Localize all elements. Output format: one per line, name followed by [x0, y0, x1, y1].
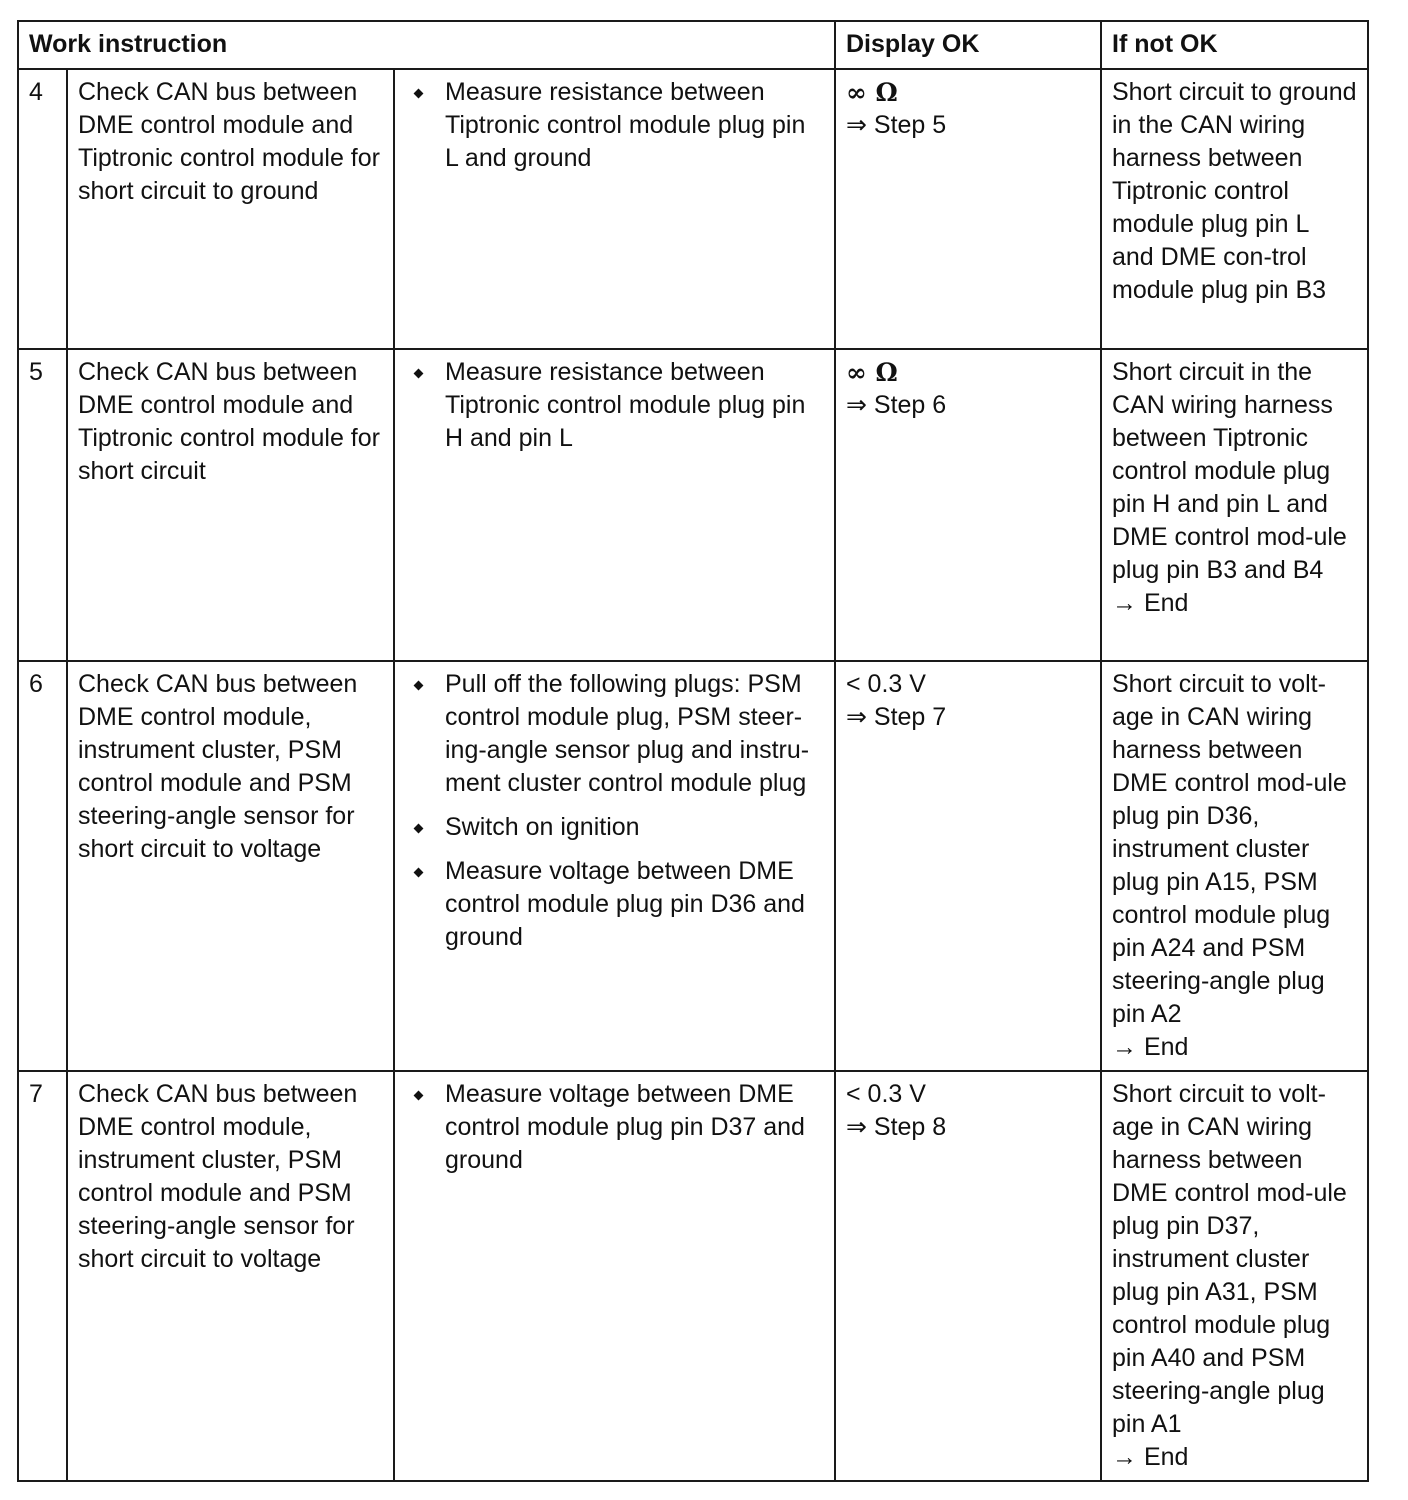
action-text: Measure voltage between DME control module plug pin D36 and ground	[445, 857, 805, 951]
if-not-ok-cell	[1101, 1071, 1368, 1481]
action-cell	[394, 349, 835, 661]
diamond-bullet-icon	[414, 369, 424, 379]
action-list	[405, 1078, 824, 1177]
header-display-ok: Display OK	[835, 21, 1101, 69]
display-ok-cell	[835, 69, 1101, 349]
next-step: ⇒ Step 5	[846, 111, 947, 139]
action-list	[405, 668, 824, 954]
next-step: ⇒ Step 7	[846, 703, 947, 731]
if-not-ok-cell	[1101, 69, 1368, 349]
step-number: 7	[18, 1071, 67, 1481]
end-marker: → End	[1112, 589, 1189, 617]
action-list	[405, 76, 824, 175]
action-text: Measure resistance between Tiptronic control module plug pin H and pin L	[445, 358, 806, 452]
fault-description: Short circuit to volt-age in CAN wiring harness between DME control mod-ule plug pin D37, instrument cluster plug pin A31, PSM control module plug pin A40 and PSM steering-angle plug pin A1	[1112, 1080, 1347, 1438]
display-ok-cell	[835, 661, 1101, 1071]
header-work-instruction: Work instruction	[18, 21, 835, 69]
display-ok-value: ∞ Ω	[846, 358, 898, 387]
action-text: Switch on ignition	[445, 813, 640, 841]
check-description: Check CAN bus between DME control module, instrument cluster, PSM control module and PSM steering-angle sensor for short circuit to voltage	[67, 661, 394, 1071]
work-instruction-table	[17, 20, 1369, 1482]
header-if-not-ok: If not OK	[1101, 21, 1368, 69]
step-number: 4	[18, 69, 67, 349]
diamond-bullet-icon	[414, 1091, 424, 1101]
action-text: Measure voltage between DME control module plug pin D37 and ground	[445, 1080, 805, 1174]
check-description: Check CAN bus between DME control module and Tiptronic control module for short circuit	[67, 349, 394, 661]
action-cell	[394, 1071, 835, 1481]
table-row	[18, 69, 1368, 349]
action-text: Measure resistance between Tiptronic control module plug pin L and ground	[445, 78, 806, 172]
action-cell	[394, 69, 835, 349]
table-row	[18, 661, 1368, 1071]
fault-description: Short circuit to ground in the CAN wiring harness between Tiptronic control module plug pin L and DME con-trol module plug pin B3	[1112, 78, 1357, 304]
list-item	[405, 811, 824, 844]
diamond-bullet-icon	[414, 681, 424, 691]
display-ok-value: < 0.3 V	[846, 1080, 926, 1108]
list-item	[405, 356, 824, 455]
next-step: ⇒ Step 8	[846, 1113, 947, 1141]
step-number: 6	[18, 661, 67, 1071]
if-not-ok-cell	[1101, 349, 1368, 661]
display-ok-cell	[835, 349, 1101, 661]
display-ok-value: < 0.3 V	[846, 670, 926, 698]
check-description: Check CAN bus between DME control module and Tiptronic control module for short circuit to ground	[67, 69, 394, 349]
check-description: Check CAN bus between DME control module, instrument cluster, PSM control module and PSM steering-angle sensor for short circuit to voltage	[67, 1071, 394, 1481]
display-ok-value: ∞ Ω	[846, 78, 898, 107]
step-number: 5	[18, 349, 67, 661]
list-item	[405, 1078, 824, 1177]
fault-description: Short circuit in the CAN wiring harness between Tiptronic control module plug pin H and pin L and DME control mod-ule plug pin B3 and B4	[1112, 358, 1347, 584]
diamond-bullet-icon	[414, 868, 424, 878]
table-header-row	[18, 21, 1368, 69]
end-marker: → End	[1112, 1033, 1189, 1061]
list-item	[405, 76, 824, 175]
if-not-ok-cell	[1101, 661, 1368, 1071]
next-step: ⇒ Step 6	[846, 391, 947, 419]
table-row	[18, 349, 1368, 661]
action-cell	[394, 661, 835, 1071]
table-row	[18, 1071, 1368, 1481]
diamond-bullet-icon	[414, 89, 424, 99]
action-list	[405, 356, 824, 455]
display-ok-cell	[835, 1071, 1101, 1481]
action-text: Pull off the following plugs: PSM control module plug, PSM steer-ing-angle sensor plug and instru-ment cluster control module plug	[445, 670, 810, 797]
fault-description: Short circuit to volt-age in CAN wiring harness between DME control mod-ule plug pin D36, instrument cluster plug pin A15, PSM control module plug pin A24 and PSM steering-angle plug pin A2	[1112, 670, 1347, 1028]
list-item	[405, 855, 824, 954]
end-marker: → End	[1112, 1443, 1189, 1471]
diamond-bullet-icon	[414, 824, 424, 834]
list-item	[405, 668, 824, 800]
